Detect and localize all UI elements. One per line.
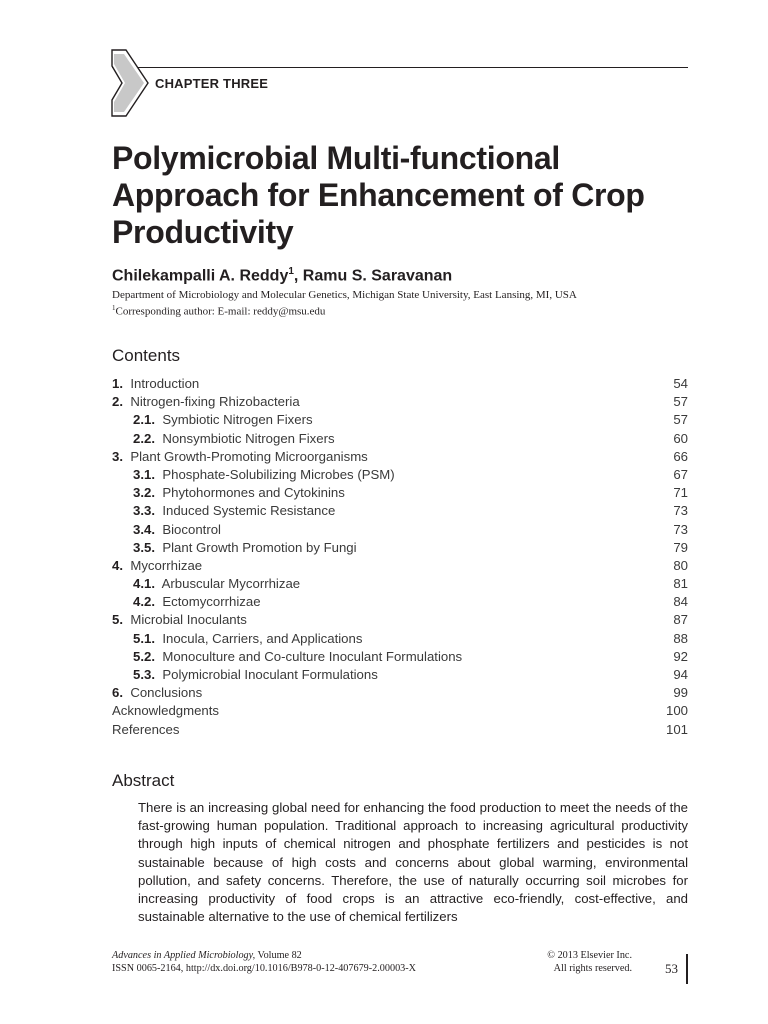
author-affiliation-mark: 1 — [288, 266, 294, 277]
toc-entry-number: 1. — [112, 376, 123, 391]
toc-entry-number: 3.4. — [133, 521, 155, 537]
toc-entry[interactable] — [112, 684, 688, 702]
toc-entry-label: Induced Systemic Resistance — [162, 503, 336, 519]
toc-entry-page: 60 — [673, 430, 688, 446]
toc-entry-page: 54 — [673, 376, 688, 391]
toc-entry[interactable] — [112, 702, 688, 720]
abstract-heading: Abstract — [112, 771, 175, 790]
toc-entry-page: 79 — [673, 539, 688, 555]
toc-entry[interactable] — [112, 466, 688, 484]
toc-entry[interactable] — [112, 430, 688, 448]
toc-entry-number: 2. — [112, 394, 123, 410]
toc-entry[interactable] — [112, 630, 688, 648]
toc-entry-label: Nitrogen-fixing Rhizobacteria — [130, 394, 300, 410]
page-footer — [112, 949, 632, 975]
toc-entry-label: Nonsymbiotic Nitrogen Fixers — [162, 430, 335, 446]
corresponding-mark: 1 — [112, 304, 116, 312]
toc-entry-label: Symbiotic Nitrogen Fixers — [162, 412, 313, 428]
toc-entry-page: 88 — [673, 630, 688, 646]
copyright: © 2013 Elsevier Inc. — [547, 950, 632, 961]
chapter-title: Polymicrobial Multi-functional Approach for Enhancement of Crop Productivity — [112, 140, 645, 250]
journal-volume: Volume 82 — [255, 950, 302, 961]
author-separator: , — [293, 267, 303, 285]
chapter-label: CHAPTER THREE — [155, 76, 269, 91]
toc-entry-number: 6. — [112, 685, 123, 701]
toc-entry-page: 66 — [673, 448, 688, 464]
toc-entry-number: 3.3. — [133, 503, 155, 519]
toc-entry-number: 3.2. — [133, 485, 155, 501]
chapter-chevron-icon — [110, 48, 150, 118]
toc-entry-label: Ectomycorrhizae — [162, 594, 261, 610]
corresponding-text: Corresponding author: E-mail: reddy@msu.edu — [115, 305, 326, 318]
toc-entry[interactable] — [112, 411, 688, 429]
toc-entry[interactable] — [112, 521, 688, 539]
toc-entry[interactable] — [112, 502, 688, 520]
affiliation: Department of Microbiology and Molecular Genetics, Michigan State University, East Lansing, MI, USA — [112, 289, 577, 301]
toc-entry-number: 3.1. — [133, 466, 155, 482]
toc-entry[interactable] — [112, 648, 688, 666]
toc-entry[interactable] — [112, 539, 688, 557]
toc-entry-label: Phosphate-Solubilizing Microbes (PSM) — [162, 466, 395, 482]
toc-entry-number: 5. — [112, 612, 123, 628]
toc-entry-label: Biocontrol — [162, 521, 221, 537]
toc-entry[interactable] — [112, 593, 688, 611]
toc-entry-page: 100 — [665, 703, 688, 719]
toc-entry-number: 2.1. — [133, 412, 155, 428]
page-number-rule — [686, 954, 688, 984]
toc-entry[interactable] — [112, 557, 688, 575]
toc-entry-label: Phytohormones and Cytokinins — [162, 485, 345, 501]
toc-entry-label: Mycorrhizae — [130, 557, 203, 573]
toc-entry-number: 5.1. — [133, 630, 155, 646]
rights-notice: All rights reserved. — [553, 963, 632, 974]
toc-entry-number: 3. — [112, 448, 123, 464]
toc-entry-page: 87 — [673, 612, 688, 628]
toc-entry-number: 4.2. — [133, 594, 155, 610]
toc-entry-page: 57 — [673, 412, 688, 428]
toc-entry-page: 71 — [673, 485, 688, 501]
toc-entry-number: 5.2. — [133, 648, 155, 664]
author-line — [112, 266, 452, 285]
toc-entry-number: 4.1. — [133, 576, 155, 592]
toc-entry-page: 57 — [673, 394, 688, 410]
toc-entry-page: 99 — [673, 685, 688, 701]
contents-heading: Contents — [112, 346, 181, 365]
toc-entry-number: 4. — [112, 557, 123, 573]
toc-entry-label: Plant Growth Promotion by Fungi — [162, 539, 357, 555]
toc-entry[interactable] — [112, 666, 688, 684]
author-name: Chilekampalli A. Reddy — [112, 267, 289, 285]
toc-entry[interactable] — [112, 375, 688, 393]
toc-entry[interactable] — [112, 484, 688, 502]
toc-entry-page: 67 — [673, 466, 688, 482]
toc-entry-page: 84 — [673, 594, 688, 610]
toc-entry-page: 81 — [673, 576, 688, 592]
toc-entry-number: 2.2. — [133, 430, 155, 446]
toc-entry-page: 92 — [673, 648, 688, 664]
toc-entry-label: Microbial Inoculants — [130, 612, 247, 628]
toc-entry-label: Acknowledgments — [112, 703, 220, 719]
table-of-contents — [112, 375, 688, 739]
toc-entry-label: Arbuscular Mycorrhizae — [161, 576, 301, 592]
toc-entry-label: Plant Growth-Promoting Microorganisms — [130, 448, 368, 464]
toc-entry-number: 5.3. — [133, 667, 155, 682]
toc-entry-label: References — [112, 721, 180, 737]
toc-entry-page: 73 — [673, 521, 688, 537]
toc-entry-label: Conclusions — [130, 685, 203, 701]
page-number: 53 — [665, 961, 678, 976]
toc-entry[interactable] — [112, 448, 688, 466]
toc-entry-page: 101 — [665, 721, 688, 737]
toc-entry-page: 94 — [673, 667, 688, 682]
chapter-header-rule — [112, 67, 688, 68]
toc-entry[interactable] — [112, 611, 688, 629]
corresponding-author — [112, 302, 577, 319]
toc-entry-label: Inocula, Carriers, and Applications — [162, 630, 363, 646]
toc-entry[interactable] — [112, 721, 688, 739]
affiliation-block — [112, 289, 577, 319]
toc-entry-label: Introduction — [130, 376, 200, 391]
author-name: Ramu S. Saravanan — [302, 267, 453, 285]
toc-entry-number: 3.5. — [133, 539, 155, 555]
toc-entry[interactable] — [112, 575, 688, 593]
toc-entry[interactable] — [112, 393, 688, 411]
abstract-text: There is an increasing global need for enhancing the food production to meet the needs of the fast-growing human population. Traditional approach to increasing agricultural productivity through high inputs of chemical nitrogen and phosphate fertilizers and pesticides is not sustainable because of high costs and concerns about global warming, environmental pollution, and safety concerns. Therefore, the use of naturally occurring soil microbes for increasing productivity of food crops is an attractive eco-friendly, cost-effective, and sustainable alternative to the use of chemical fertilizers — [138, 800, 688, 925]
toc-entry-label: Polymicrobial Inoculant Formulations — [162, 667, 378, 682]
toc-entry-page: 80 — [673, 557, 688, 573]
toc-entry-label: Monoculture and Co-culture Inoculant Formulations — [162, 648, 463, 664]
journal-name: Advances in Applied Microbiology, — [112, 950, 256, 961]
issn-doi: ISSN 0065-2164, http://dx.doi.org/10.1016/B978-0-12-407679-2.00003-X — [112, 963, 417, 974]
toc-entry-page: 73 — [673, 503, 688, 519]
